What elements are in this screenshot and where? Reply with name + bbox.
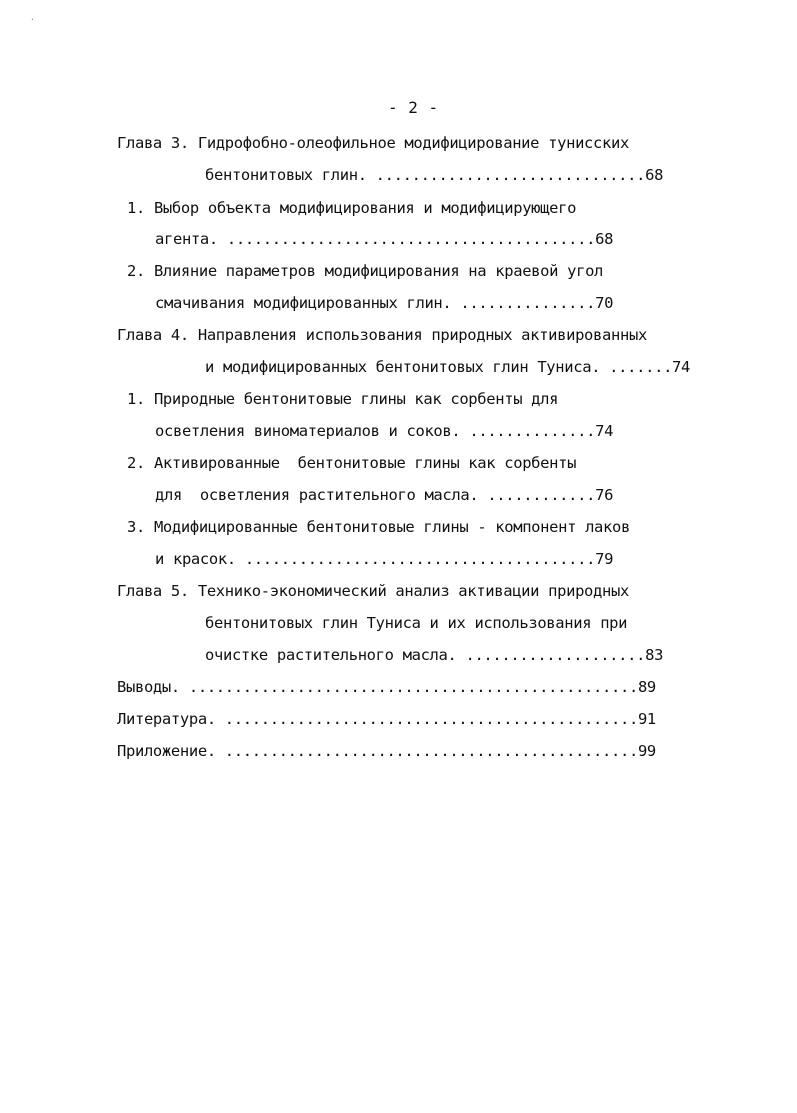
toc-section-3-1-cont: агента. .........................................68	[155, 230, 614, 248]
toc-conclusions: Выводы. ..................................................89	[117, 678, 656, 696]
toc-section-3-2: 2. Влияние параметров модифицирования на краевой угол	[127, 262, 604, 280]
toc-section-3-1: 1. Выбор объекта модифицирования и модифицирующего	[127, 199, 577, 217]
toc-section-4-3: 3. Модифицированные бентонитовые глины - компонент лаков	[127, 518, 630, 536]
toc-section-4-2: 2. Активированные бентонитовые глины как сорбенты	[127, 454, 577, 472]
toc-section-3-2-cont: смачивания модифицированных глин. ...............70	[155, 294, 614, 312]
toc-section-4-1-cont: осветления виноматериалов и соков. ..............74	[155, 422, 614, 440]
page-number: - 2 -	[388, 98, 439, 117]
toc-chapter-3-title-cont: бентонитовых глин. ..............................68	[205, 166, 664, 184]
toc-chapter-4-title: Глава 4. Направления использования природных активированных	[117, 326, 647, 344]
toc-chapter-5-title-cont-2: очистке растительного масла. ....................83	[205, 646, 664, 664]
toc-literature: Литература. ..............................................91	[117, 710, 656, 728]
toc-chapter-5-title-cont: бентонитовых глин Туниса и их использования при	[205, 614, 628, 632]
toc-appendix: Приложение. ..............................................99	[117, 742, 656, 760]
toc-chapter-4-title-cont: и модифицированных бентонитовых глин Туниса. .......74	[205, 358, 691, 376]
scan-mark: ·	[30, 15, 35, 24]
toc-section-4-1: 1. Природные бентонитовые глины как сорбенты для	[127, 390, 559, 408]
toc-section-4-3-cont: и красок. .......................................79	[155, 550, 614, 568]
toc-section-4-2-cont: для осветления растительного масла. ............76	[155, 486, 614, 504]
toc-chapter-5-title: Глава 5. Технико-экономический анализ активации природных	[117, 582, 629, 600]
toc-chapter-3-title: Глава 3. Гидрофобно-олеофильное модифицирование тунисских	[117, 134, 629, 152]
